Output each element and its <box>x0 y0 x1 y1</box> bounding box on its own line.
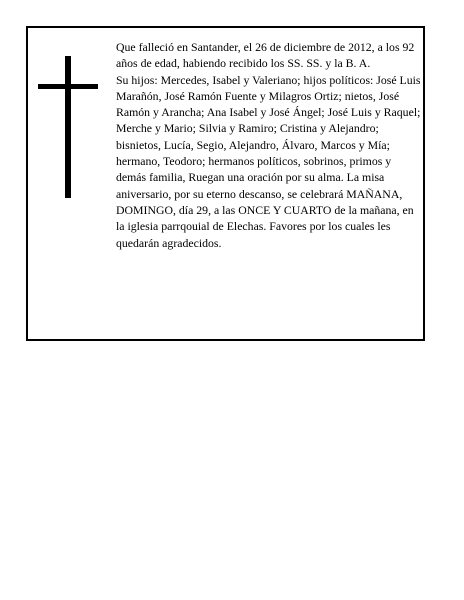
latin-cross-icon <box>38 56 98 198</box>
notice-text <box>116 39 422 251</box>
notice-paragraph-family: Su hijos: Mercedes, Isabel y Valeriano; hijos políticos: José Luis Marañón, José Ramón Fuente y Milagros Ortiz; nietos, José Ramón y Arancha; Ana Isabel y José Ángel; José Luis y Raquel; Merche y Mario; Silvia y Ramiro; Cristina y Alejandro; bisnietos, Lucía, Segio, Alejandro, Álvaro, Marcos y Mía; hermano, Teodoro; hermanos políticos, sobrinos, primos y demás familia, Ruegan una oración por su alma. La misa aniversario, por su eterno descanso, se celebrará MAÑANA, DOMINGO, día 29, a las ONCE Y CUARTO de la mañana, en la iglesia parrqouial de Elechas. Favores por los cuales les quedarán agradecidos. <box>116 72 421 250</box>
obituary-notice <box>26 26 425 341</box>
notice-paragraph-death: Que falleció en Santander, el 26 de diciembre de 2012, a los 92 años de edad, habiendo recibido los SS. SS. y la B. A. <box>116 40 415 71</box>
cross-horizontal-bar <box>38 84 98 89</box>
cross-vertical-bar <box>65 56 71 198</box>
